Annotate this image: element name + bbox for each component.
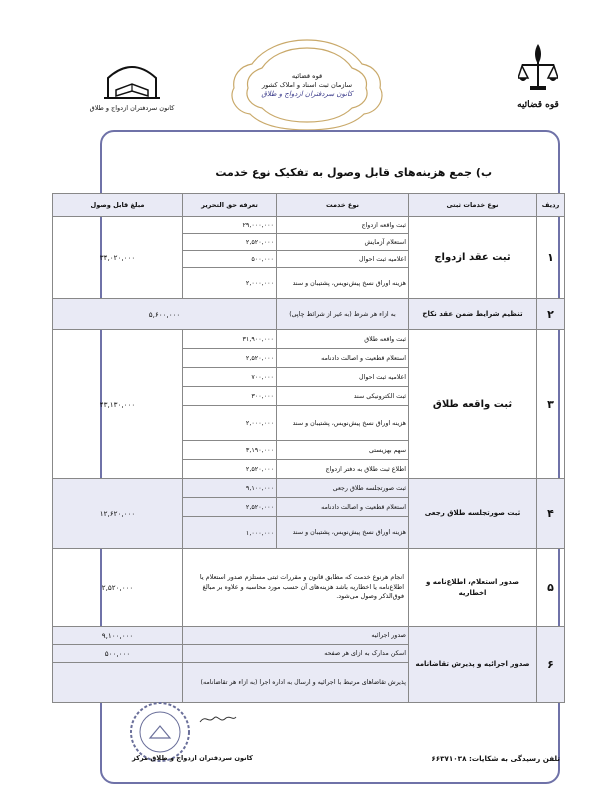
row-number: ۳: [537, 330, 565, 479]
fees-table: [52, 193, 565, 703]
service-category: ثبت عقد ازدواج: [409, 217, 537, 299]
judiciary-emblem: [508, 40, 568, 120]
service-fee: ۲۹,۰۰۰,۰۰۰: [183, 217, 277, 234]
service-category: صدور استعلام، اطلاع‌نامه و اخطاریه: [409, 549, 537, 627]
header-line-judiciary: قوه قضائیه: [291, 72, 323, 80]
book-arch-icon: [102, 60, 162, 100]
notaries-label: کانون سردفتران ازدواج و طلاق: [89, 104, 175, 112]
service-fee: ۱,۰۰۰,۰۰۰: [183, 517, 277, 549]
organization-footer: کانون سردفتران ازدواج و طلاق مرکز: [132, 754, 253, 762]
header-row-number: ردیف: [537, 194, 565, 217]
service-fee: ۲,۵۲۰,۰۰۰: [183, 349, 277, 368]
service-fee: ۲,۰۰۰,۰۰۰: [183, 406, 277, 441]
row-total: ۵۰۰,۰۰۰: [53, 645, 183, 663]
service-item: استعلام قطعیت و اصالت دادنامه: [277, 498, 409, 517]
service-category: تنظیم شرایط ضمن عقد نکاح: [409, 299, 537, 330]
service-category: صدور اجرائیه و پذیرش تقاضانامه: [409, 627, 537, 703]
service-fee: ۲,۵۲۰,۰۰۰: [183, 234, 277, 251]
table-row: [53, 627, 565, 645]
row-number: ۲: [537, 299, 565, 330]
service-item: اعلامیه ثبت احوال: [277, 368, 409, 387]
header-service-type: نوع خدمت: [277, 194, 409, 217]
service-fee: ۳,۱۹۰,۰۰۰: [183, 441, 277, 460]
service-item: صدور اجرائیه: [183, 627, 409, 645]
service-category: ثبت صورتجلسه طلاق رجعی: [409, 479, 537, 549]
table-header-row: [53, 194, 565, 217]
notaries-logo: [84, 60, 180, 118]
service-item: به ازاء هر شرط (به غیر از شرائط چاپی): [277, 299, 409, 330]
service-description: انجام هرنوع خدمت که مطابق قانون و مقررات ثبتی مستلزم صدور استعلام یا اطلاع‌نامه یا اخطاریه باشد هزینه‌های آن حسب مورد محاسبه و علاوه بر مبالغ فوق‌الذکر وصول می‌شود.: [183, 549, 409, 627]
row-number: ۴: [537, 479, 565, 549]
service-item: سهم بهزیستی: [277, 441, 409, 460]
service-item: اعلامیه ثبت احوال: [277, 251, 409, 268]
scales-icon: [518, 40, 558, 94]
service-item: هزینه اوراق نسخ پیش‌نویس، پشتیبان و سند: [277, 268, 409, 299]
row-number: ۵: [537, 549, 565, 627]
service-fee: ۲,۵۲۰,۰۰۰: [183, 498, 277, 517]
service-item: استعلام قطعیت و اصالت دادنامه: [277, 349, 409, 368]
service-item: اطلاع ثبت طلاق به دفتر ازدواج: [277, 460, 409, 479]
header-fee: تعرفه حق التحریر: [183, 194, 277, 217]
table-row: [53, 299, 565, 330]
row-total: [53, 663, 183, 703]
service-item: هزینه اوراق نسخ پیش‌نویس، پشتیبان و سند: [277, 517, 409, 549]
service-item: هزینه اوراق نسخ پیش‌نویس، پشتیبان و سند: [277, 406, 409, 441]
service-item: ثبت الکترونیکی سند: [277, 387, 409, 406]
service-fee: ۵۰۰,۰۰۰: [183, 251, 277, 268]
service-item: ثبت واقعه ازدواج: [277, 217, 409, 234]
header-line-notaries: کانون سردفتران ازدواج و طلاق: [261, 90, 353, 98]
judiciary-label: قوه قضائیه: [517, 100, 559, 110]
service-fee: ۲,۵۲۰,۰۰۰: [183, 460, 277, 479]
row-total: ۳۴,۰۲۰,۰۰۰: [53, 217, 183, 299]
service-item: ثبت صورتجلسه طلاق رجعی: [277, 479, 409, 498]
service-fee: ۳۱,۹۰۰,۰۰۰: [183, 330, 277, 349]
row-total: ۹,۱۰۰,۰۰۰: [53, 627, 183, 645]
header-line-registration-org: سازمان ثبت اسناد و املاک کشور: [261, 81, 353, 89]
service-category: ثبت واقعه طلاق: [409, 330, 537, 479]
row-number: ۶: [537, 627, 565, 703]
signature-icon: [198, 712, 238, 726]
row-number: ۱: [537, 217, 565, 299]
service-fee: ۷۰۰,۰۰۰: [183, 368, 277, 387]
service-item: اسکن مدارک به ازای هر صفحه: [183, 645, 409, 663]
table-row: [53, 217, 565, 234]
header-lines: [222, 72, 392, 99]
table-row: [53, 330, 565, 349]
section-title: ب) جمع هزینه‌های قابل وصول به تفکیک نوع خدمت: [215, 166, 492, 179]
table-row: [53, 549, 565, 627]
service-item: پذیرش تقاضاهای مرتبط با اجرائیه و ارسال به اداره اجرا (به ازاء هر تقاضانامه): [183, 663, 409, 703]
service-item: ثبت واقعه طلاق: [277, 330, 409, 349]
service-item: استعلام آزمایش: [277, 234, 409, 251]
header-total: مبلغ قابل وصول: [53, 194, 183, 217]
table-row: [53, 479, 565, 498]
row-total: ۱۲,۶۲۰,۰۰۰: [53, 479, 183, 549]
row-total: ۵,۶۰۰,۰۰۰: [53, 299, 277, 330]
complaints-phone: تلفن رسیدگی به شکایات: ۶۶۳۷۱۰۳۸: [431, 754, 560, 763]
header-service-category: نوع خدمات ثبتی: [409, 194, 537, 217]
service-fee: ۲,۰۰۰,۰۰۰: [183, 268, 277, 299]
row-total: ۴۳,۱۳۰,۰۰۰: [53, 330, 183, 479]
row-total: ۲,۵۲۰,۰۰۰: [53, 549, 183, 627]
service-fee: ۳۰۰,۰۰۰: [183, 387, 277, 406]
header-center-seal: [222, 36, 392, 132]
service-fee: ۹,۱۰۰,۰۰۰: [183, 479, 277, 498]
